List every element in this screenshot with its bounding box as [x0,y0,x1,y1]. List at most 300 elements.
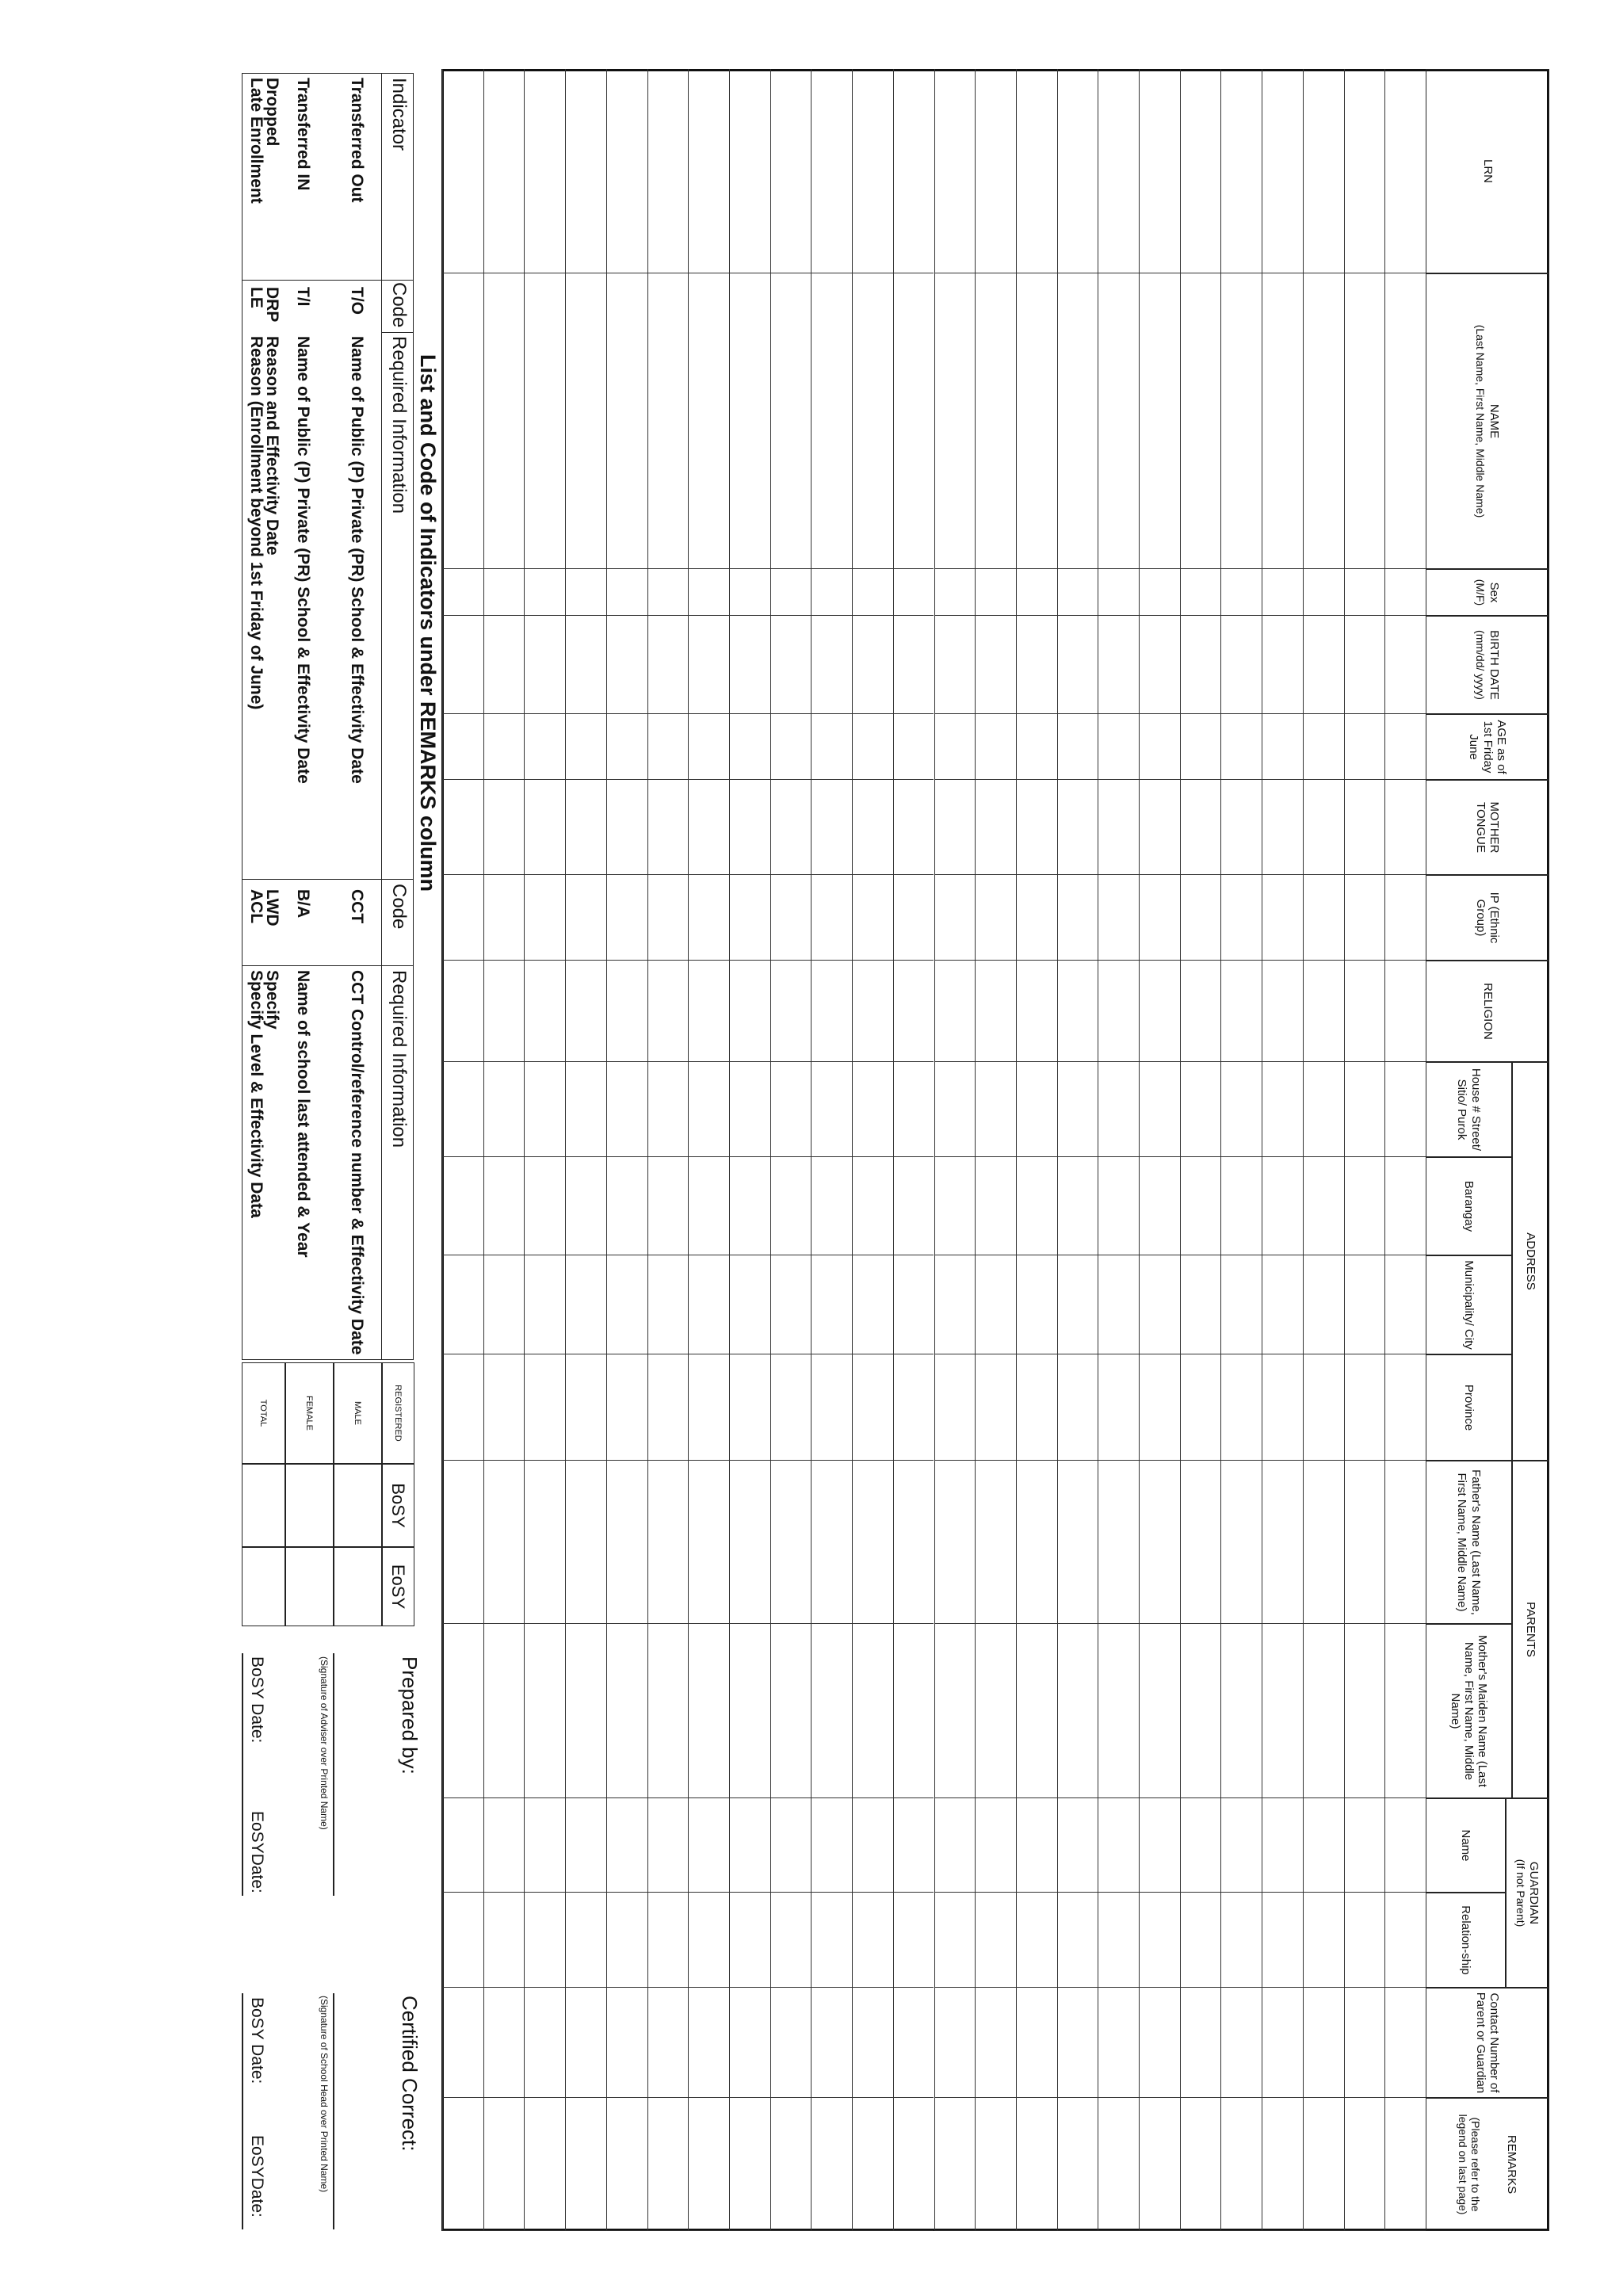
cell-name[interactable] [1057,273,1098,569]
cell-relationship[interactable] [524,1893,565,1988]
cell-guardian-name[interactable] [1220,1798,1262,1893]
cell-barangay[interactable] [688,1157,729,1255]
cell-mother[interactable] [1344,1624,1385,1798]
cell-birth-date[interactable] [893,616,934,714]
cell-birth-date[interactable] [975,616,1016,714]
cell-religion[interactable] [1098,961,1139,1062]
cell-house[interactable] [1262,1062,1303,1157]
cell-lrn[interactable] [1220,69,1262,273]
cell-ip[interactable] [1262,875,1303,961]
cell-guardian-name[interactable] [1139,1798,1180,1893]
cell-house[interactable] [1098,1062,1139,1157]
cell-contact[interactable] [975,1988,1016,2098]
cell-ip[interactable] [811,875,852,961]
cell-lrn[interactable] [442,69,483,273]
cell-house[interactable] [934,1062,976,1157]
cell-remarks[interactable] [1016,2098,1057,2231]
cell-father[interactable] [934,1461,976,1624]
cell-sex[interactable] [483,569,525,616]
adviser-date-line[interactable] [242,1653,243,1896]
cell-municipality[interactable] [442,1255,483,1354]
cell-contact[interactable] [852,1988,893,2098]
cell-municipality[interactable] [1016,1255,1057,1354]
cell-sex[interactable] [770,569,812,616]
cell-lrn[interactable] [647,69,689,273]
cell-province[interactable] [647,1354,689,1461]
cell-province[interactable] [1220,1354,1262,1461]
cell-father[interactable] [852,1461,893,1624]
cell-birth-date[interactable] [1057,616,1098,714]
cell-house[interactable] [975,1062,1016,1157]
cell-relationship[interactable] [1344,1893,1385,1988]
cell-lrn[interactable] [975,69,1016,273]
cell-house[interactable] [442,1062,483,1157]
cell-guardian-name[interactable] [934,1798,976,1893]
cell-mother[interactable] [893,1624,934,1798]
cell-name[interactable] [1262,273,1303,569]
cell-mother[interactable] [688,1624,729,1798]
cell-remarks[interactable] [770,2098,812,2231]
cell-mother-tongue[interactable] [1344,780,1385,875]
cell-father[interactable] [975,1461,1016,1624]
cell-barangay[interactable] [934,1157,976,1255]
cell-guardian-name[interactable] [688,1798,729,1893]
cell-province[interactable] [1384,1354,1426,1461]
cell-barangay[interactable] [442,1157,483,1255]
cell-house[interactable] [647,1062,689,1157]
cell-religion[interactable] [1303,961,1344,1062]
cell-mother[interactable] [852,1624,893,1798]
cell-contact[interactable] [1384,1988,1426,2098]
cell-religion[interactable] [770,961,812,1062]
cell-sex[interactable] [1016,569,1057,616]
registered-female-eosy[interactable] [285,1547,334,1626]
cell-house[interactable] [483,1062,525,1157]
cell-municipality[interactable] [1384,1255,1426,1354]
cell-lrn[interactable] [1303,69,1344,273]
cell-ip[interactable] [1016,875,1057,961]
cell-mother-tongue[interactable] [770,780,812,875]
cell-municipality[interactable] [1220,1255,1262,1354]
cell-lrn[interactable] [606,69,647,273]
cell-contact[interactable] [1180,1988,1221,2098]
cell-contact[interactable] [729,1988,770,2098]
cell-ip[interactable] [975,875,1016,961]
cell-age[interactable] [442,714,483,780]
cell-province[interactable] [1303,1354,1344,1461]
cell-house[interactable] [1220,1062,1262,1157]
cell-ip[interactable] [1303,875,1344,961]
cell-relationship[interactable] [483,1893,525,1988]
cell-mother-tongue[interactable] [1016,780,1057,875]
cell-municipality[interactable] [770,1255,812,1354]
cell-ip[interactable] [647,875,689,961]
cell-relationship[interactable] [1139,1893,1180,1988]
cell-remarks[interactable] [524,2098,565,2231]
cell-religion[interactable] [1057,961,1098,1062]
cell-barangay[interactable] [1303,1157,1344,1255]
cell-guardian-name[interactable] [1098,1798,1139,1893]
cell-mother-tongue[interactable] [852,780,893,875]
registered-male-bosy[interactable] [334,1464,382,1547]
head-date-line[interactable] [242,1993,243,2229]
cell-mother-tongue[interactable] [524,780,565,875]
cell-contact[interactable] [1262,1988,1303,2098]
head-signature-line[interactable] [333,1993,334,2229]
cell-name[interactable] [1139,273,1180,569]
cell-name[interactable] [852,273,893,569]
cell-house[interactable] [729,1062,770,1157]
cell-name[interactable] [893,273,934,569]
cell-house[interactable] [1016,1062,1057,1157]
cell-mother[interactable] [770,1624,812,1798]
cell-relationship[interactable] [565,1893,606,1988]
cell-guardian-name[interactable] [647,1798,689,1893]
cell-religion[interactable] [852,961,893,1062]
cell-lrn[interactable] [1139,69,1180,273]
cell-age[interactable] [524,714,565,780]
cell-relationship[interactable] [1220,1893,1262,1988]
cell-mother[interactable] [934,1624,976,1798]
cell-relationship[interactable] [852,1893,893,1988]
cell-lrn[interactable] [1057,69,1098,273]
cell-contact[interactable] [606,1988,647,2098]
cell-guardian-name[interactable] [565,1798,606,1893]
cell-mother-tongue[interactable] [1057,780,1098,875]
cell-house[interactable] [1057,1062,1098,1157]
cell-barangay[interactable] [729,1157,770,1255]
cell-relationship[interactable] [1180,1893,1221,1988]
cell-father[interactable] [442,1461,483,1624]
cell-house[interactable] [893,1062,934,1157]
cell-barangay[interactable] [975,1157,1016,1255]
cell-guardian-name[interactable] [524,1798,565,1893]
cell-province[interactable] [975,1354,1016,1461]
cell-mother-tongue[interactable] [934,780,976,875]
cell-age[interactable] [1384,714,1426,780]
cell-mother-tongue[interactable] [729,780,770,875]
cell-sex[interactable] [1057,569,1098,616]
cell-house[interactable] [688,1062,729,1157]
cell-father[interactable] [770,1461,812,1624]
cell-municipality[interactable] [1139,1255,1180,1354]
cell-guardian-name[interactable] [1262,1798,1303,1893]
cell-contact[interactable] [1098,1988,1139,2098]
cell-remarks[interactable] [975,2098,1016,2231]
cell-house[interactable] [852,1062,893,1157]
cell-province[interactable] [1262,1354,1303,1461]
cell-province[interactable] [770,1354,812,1461]
cell-mother-tongue[interactable] [1262,780,1303,875]
cell-mother[interactable] [1303,1624,1344,1798]
cell-father[interactable] [606,1461,647,1624]
cell-relationship[interactable] [1098,1893,1139,1988]
cell-barangay[interactable] [1098,1157,1139,1255]
cell-house[interactable] [565,1062,606,1157]
cell-mother-tongue[interactable] [1303,780,1344,875]
cell-remarks[interactable] [1262,2098,1303,2231]
cell-sex[interactable] [647,569,689,616]
cell-guardian-name[interactable] [770,1798,812,1893]
cell-religion[interactable] [1139,961,1180,1062]
cell-religion[interactable] [442,961,483,1062]
cell-contact[interactable] [565,1988,606,2098]
cell-remarks[interactable] [893,2098,934,2231]
cell-barangay[interactable] [1344,1157,1385,1255]
cell-lrn[interactable] [729,69,770,273]
cell-lrn[interactable] [811,69,852,273]
cell-province[interactable] [934,1354,976,1461]
cell-contact[interactable] [442,1988,483,2098]
cell-name[interactable] [1180,273,1221,569]
cell-province[interactable] [1180,1354,1221,1461]
cell-mother[interactable] [565,1624,606,1798]
cell-province[interactable] [483,1354,525,1461]
cell-father[interactable] [1384,1461,1426,1624]
cell-remarks[interactable] [565,2098,606,2231]
cell-contact[interactable] [770,1988,812,2098]
cell-remarks[interactable] [688,2098,729,2231]
cell-guardian-name[interactable] [1303,1798,1344,1893]
cell-religion[interactable] [565,961,606,1062]
cell-ip[interactable] [1220,875,1262,961]
cell-religion[interactable] [893,961,934,1062]
cell-name[interactable] [1098,273,1139,569]
cell-house[interactable] [1139,1062,1180,1157]
cell-mother-tongue[interactable] [893,780,934,875]
cell-religion[interactable] [483,961,525,1062]
cell-relationship[interactable] [1384,1893,1426,1988]
cell-province[interactable] [893,1354,934,1461]
cell-municipality[interactable] [483,1255,525,1354]
cell-province[interactable] [442,1354,483,1461]
cell-barangay[interactable] [893,1157,934,1255]
cell-house[interactable] [1384,1062,1426,1157]
cell-municipality[interactable] [1057,1255,1098,1354]
cell-contact[interactable] [934,1988,976,2098]
cell-barangay[interactable] [524,1157,565,1255]
registered-total-bosy[interactable] [242,1464,285,1547]
cell-guardian-name[interactable] [1384,1798,1426,1893]
cell-municipality[interactable] [852,1255,893,1354]
cell-birth-date[interactable] [483,616,525,714]
cell-relationship[interactable] [1303,1893,1344,1988]
cell-ip[interactable] [1344,875,1385,961]
cell-municipality[interactable] [1303,1255,1344,1354]
cell-mother[interactable] [729,1624,770,1798]
cell-sex[interactable] [1180,569,1221,616]
cell-birth-date[interactable] [1220,616,1262,714]
cell-mother-tongue[interactable] [1220,780,1262,875]
cell-province[interactable] [852,1354,893,1461]
cell-mother[interactable] [606,1624,647,1798]
cell-age[interactable] [893,714,934,780]
cell-contact[interactable] [1139,1988,1180,2098]
cell-barangay[interactable] [1220,1157,1262,1255]
cell-guardian-name[interactable] [1057,1798,1098,1893]
cell-lrn[interactable] [852,69,893,273]
cell-mother[interactable] [1220,1624,1262,1798]
cell-remarks[interactable] [1139,2098,1180,2231]
cell-age[interactable] [934,714,976,780]
cell-birth-date[interactable] [606,616,647,714]
cell-guardian-name[interactable] [811,1798,852,1893]
cell-age[interactable] [1098,714,1139,780]
cell-guardian-name[interactable] [852,1798,893,1893]
cell-house[interactable] [1180,1062,1221,1157]
cell-municipality[interactable] [606,1255,647,1354]
cell-religion[interactable] [1262,961,1303,1062]
cell-mother-tongue[interactable] [811,780,852,875]
cell-age[interactable] [1220,714,1262,780]
cell-province[interactable] [688,1354,729,1461]
cell-age[interactable] [770,714,812,780]
cell-mother-tongue[interactable] [483,780,525,875]
cell-municipality[interactable] [1344,1255,1385,1354]
cell-religion[interactable] [647,961,689,1062]
cell-sex[interactable] [688,569,729,616]
cell-remarks[interactable] [647,2098,689,2231]
registered-total-eosy[interactable] [242,1547,285,1626]
cell-name[interactable] [647,273,689,569]
cell-father[interactable] [1016,1461,1057,1624]
cell-remarks[interactable] [442,2098,483,2231]
cell-mother[interactable] [1098,1624,1139,1798]
cell-father[interactable] [1344,1461,1385,1624]
cell-guardian-name[interactable] [893,1798,934,1893]
cell-lrn[interactable] [483,69,525,273]
cell-birth-date[interactable] [688,616,729,714]
cell-barangay[interactable] [1016,1157,1057,1255]
cell-guardian-name[interactable] [483,1798,525,1893]
cell-birth-date[interactable] [565,616,606,714]
cell-sex[interactable] [893,569,934,616]
cell-guardian-name[interactable] [1344,1798,1385,1893]
cell-municipality[interactable] [811,1255,852,1354]
cell-province[interactable] [1057,1354,1098,1461]
cell-name[interactable] [729,273,770,569]
cell-barangay[interactable] [1384,1157,1426,1255]
cell-birth-date[interactable] [770,616,812,714]
cell-birth-date[interactable] [1098,616,1139,714]
cell-mother[interactable] [524,1624,565,1798]
cell-father[interactable] [811,1461,852,1624]
cell-remarks[interactable] [1303,2098,1344,2231]
cell-contact[interactable] [647,1988,689,2098]
cell-ip[interactable] [770,875,812,961]
cell-name[interactable] [1220,273,1262,569]
cell-sex[interactable] [811,569,852,616]
cell-sex[interactable] [934,569,976,616]
cell-remarks[interactable] [1384,2098,1426,2231]
cell-sex[interactable] [1139,569,1180,616]
cell-father[interactable] [1262,1461,1303,1624]
cell-contact[interactable] [1016,1988,1057,2098]
cell-birth-date[interactable] [1262,616,1303,714]
cell-lrn[interactable] [893,69,934,273]
cell-province[interactable] [729,1354,770,1461]
cell-relationship[interactable] [1262,1893,1303,1988]
cell-lrn[interactable] [1016,69,1057,273]
cell-municipality[interactable] [565,1255,606,1354]
cell-birth-date[interactable] [934,616,976,714]
cell-province[interactable] [606,1354,647,1461]
cell-guardian-name[interactable] [1180,1798,1221,1893]
cell-mother[interactable] [1180,1624,1221,1798]
cell-sex[interactable] [1262,569,1303,616]
cell-religion[interactable] [524,961,565,1062]
cell-guardian-name[interactable] [729,1798,770,1893]
registered-female-bosy[interactable] [285,1464,334,1547]
cell-birth-date[interactable] [811,616,852,714]
cell-name[interactable] [811,273,852,569]
cell-ip[interactable] [1384,875,1426,961]
cell-municipality[interactable] [893,1255,934,1354]
cell-age[interactable] [565,714,606,780]
cell-mother[interactable] [1139,1624,1180,1798]
cell-mother[interactable] [1384,1624,1426,1798]
cell-relationship[interactable] [688,1893,729,1988]
cell-lrn[interactable] [1180,69,1221,273]
cell-name[interactable] [1384,273,1426,569]
cell-name[interactable] [934,273,976,569]
cell-religion[interactable] [606,961,647,1062]
cell-lrn[interactable] [1098,69,1139,273]
cell-barangay[interactable] [606,1157,647,1255]
cell-remarks[interactable] [1180,2098,1221,2231]
cell-ip[interactable] [606,875,647,961]
cell-ip[interactable] [1057,875,1098,961]
cell-name[interactable] [1303,273,1344,569]
cell-barangay[interactable] [647,1157,689,1255]
cell-name[interactable] [524,273,565,569]
cell-ip[interactable] [565,875,606,961]
cell-mother[interactable] [483,1624,525,1798]
cell-father[interactable] [1098,1461,1139,1624]
cell-father[interactable] [483,1461,525,1624]
cell-birth-date[interactable] [524,616,565,714]
cell-remarks[interactable] [852,2098,893,2231]
cell-remarks[interactable] [729,2098,770,2231]
cell-father[interactable] [1180,1461,1221,1624]
cell-contact[interactable] [811,1988,852,2098]
cell-municipality[interactable] [647,1255,689,1354]
cell-barangay[interactable] [565,1157,606,1255]
cell-religion[interactable] [729,961,770,1062]
cell-house[interactable] [1344,1062,1385,1157]
cell-name[interactable] [1016,273,1057,569]
cell-religion[interactable] [1180,961,1221,1062]
cell-house[interactable] [1303,1062,1344,1157]
cell-age[interactable] [975,714,1016,780]
cell-guardian-name[interactable] [1016,1798,1057,1893]
cell-mother-tongue[interactable] [647,780,689,875]
cell-father[interactable] [1057,1461,1098,1624]
cell-relationship[interactable] [934,1893,976,1988]
cell-contact[interactable] [1057,1988,1098,2098]
cell-birth-date[interactable] [1303,616,1344,714]
cell-father[interactable] [688,1461,729,1624]
cell-father[interactable] [1303,1461,1344,1624]
cell-name[interactable] [606,273,647,569]
cell-sex[interactable] [975,569,1016,616]
cell-mother[interactable] [811,1624,852,1798]
cell-age[interactable] [1057,714,1098,780]
cell-mother[interactable] [975,1624,1016,1798]
cell-province[interactable] [524,1354,565,1461]
cell-house[interactable] [524,1062,565,1157]
cell-remarks[interactable] [1098,2098,1139,2231]
